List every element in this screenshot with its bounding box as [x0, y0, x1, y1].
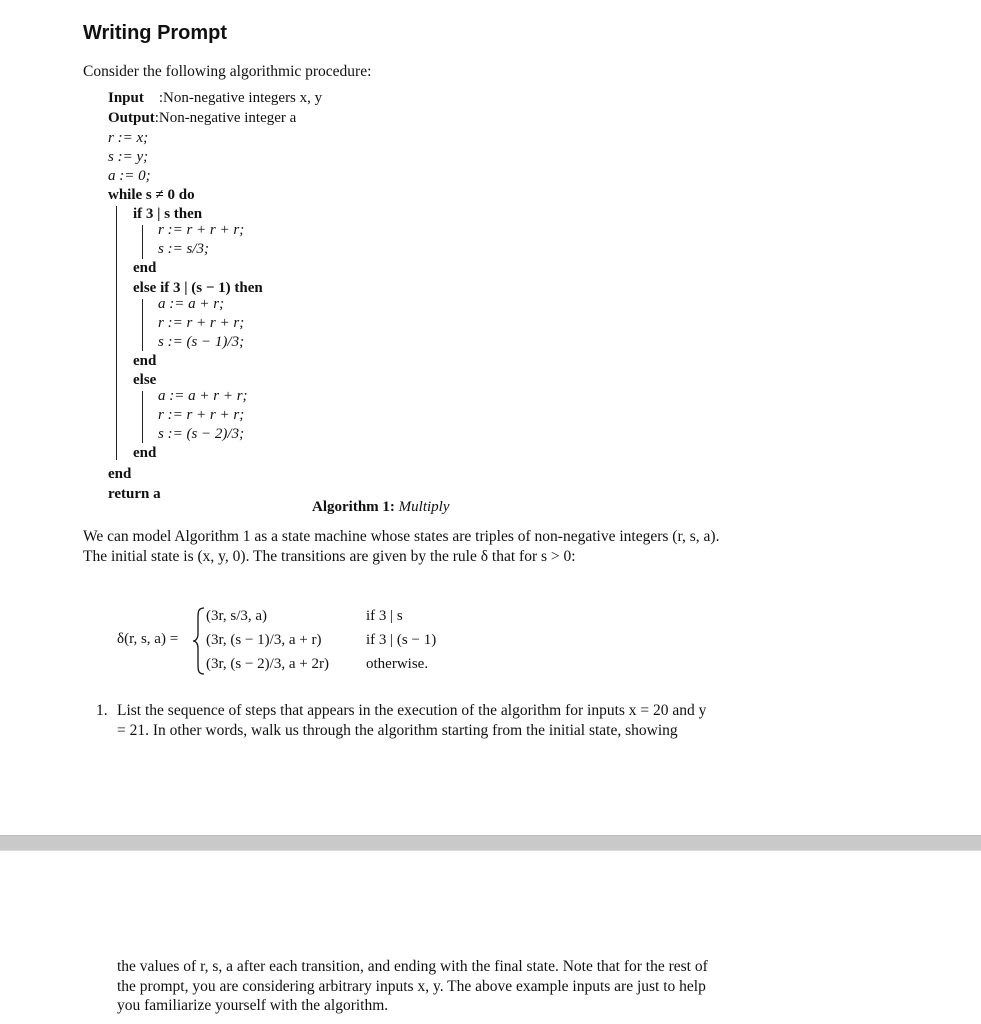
while-scope-bar	[116, 206, 117, 460]
algo-else-body-2: r := r + r + r;	[158, 407, 245, 423]
return-line: return a	[108, 486, 161, 502]
question-number: 1.	[96, 702, 108, 719]
left-brace-icon	[192, 606, 206, 676]
algo-end-3: end	[133, 445, 157, 461]
algo-if: if 3 | s then	[133, 206, 203, 222]
algo-input	[108, 90, 322, 107]
algo-else: else	[133, 372, 157, 388]
else-scope-bar	[142, 391, 143, 443]
input-text: :Non-negative integers x, y	[158, 90, 323, 106]
page-break-divider	[0, 835, 981, 851]
algo-init-s: s := y;	[108, 149, 149, 165]
elseif-scope-bar	[142, 299, 143, 351]
algo-else-body-3: s := (s − 2)/3;	[158, 426, 245, 442]
question-text-part1: List the sequence of steps that appears in the execution of the algorithm for inputs x = 20 and y = 21. In other words, walk us through the algorithm starting from the initial state, showing	[117, 702, 707, 739]
algo-end-2: end	[133, 353, 157, 369]
algo-end-while: end	[108, 466, 132, 482]
algo-init-a: a := 0;	[108, 168, 151, 184]
intro-text: Consider the following algorithmic procedure:	[83, 63, 372, 80]
model-paragraph: We can model Algorithm 1 as a state machine whose states are triples of non-negative integers (r, s, a). The initial state is (x, y, 0). The transitions are given by the rule δ that for s > 0:	[83, 528, 720, 565]
output-text: :Non-negative integer a	[154, 110, 297, 126]
algo-else-body-1: a := a + r + r;	[158, 388, 248, 404]
algo-while: while s ≠ 0 do	[108, 187, 195, 203]
algo-elseif: else if 3 | (s − 1) then	[133, 280, 263, 296]
algo-return	[108, 486, 161, 503]
caption-label: Algorithm 1:	[312, 499, 395, 515]
case-expr-2: (3r, (s − 1)/3, a + r)	[206, 632, 322, 648]
page-title: Writing Prompt	[83, 22, 228, 44]
algo-elseif-body-1: a := a + r;	[158, 296, 225, 312]
output-label: Output	[108, 110, 155, 126]
question-text-part2: the values of r, s, a after each transition, and ending with the final state. Note that for the rest of the prompt, you are considering arbitrary inputs x, y. The above example inputs are just to help you familiarize yourself with the algorithm.	[117, 958, 708, 1014]
caption-name: Multiply	[398, 499, 450, 515]
if-scope-bar	[142, 225, 143, 259]
algo-if-body-1: r := r + r + r;	[158, 222, 245, 238]
algo-elseif-body-2: r := r + r + r;	[158, 315, 245, 331]
algorithm-caption	[312, 499, 449, 516]
equation-lhs: δ(r, s, a) =	[117, 631, 179, 647]
algo-output	[108, 110, 296, 127]
case-expr-3: (3r, (s − 2)/3, a + 2r)	[206, 656, 329, 672]
input-label: Input	[108, 90, 144, 106]
algo-if-body-2: s := s/3;	[158, 241, 209, 257]
case-cond-3: otherwise.	[366, 656, 429, 672]
algo-init-r: r := x;	[108, 130, 149, 146]
case-expr-1: (3r, s/3, a)	[206, 608, 268, 624]
case-cond-2: if 3 | (s − 1)	[366, 632, 437, 648]
algo-end-1: end	[133, 260, 157, 276]
case-cond-1: if 3 | s	[366, 608, 403, 624]
algo-elseif-body-3: s := (s − 1)/3;	[158, 334, 245, 350]
